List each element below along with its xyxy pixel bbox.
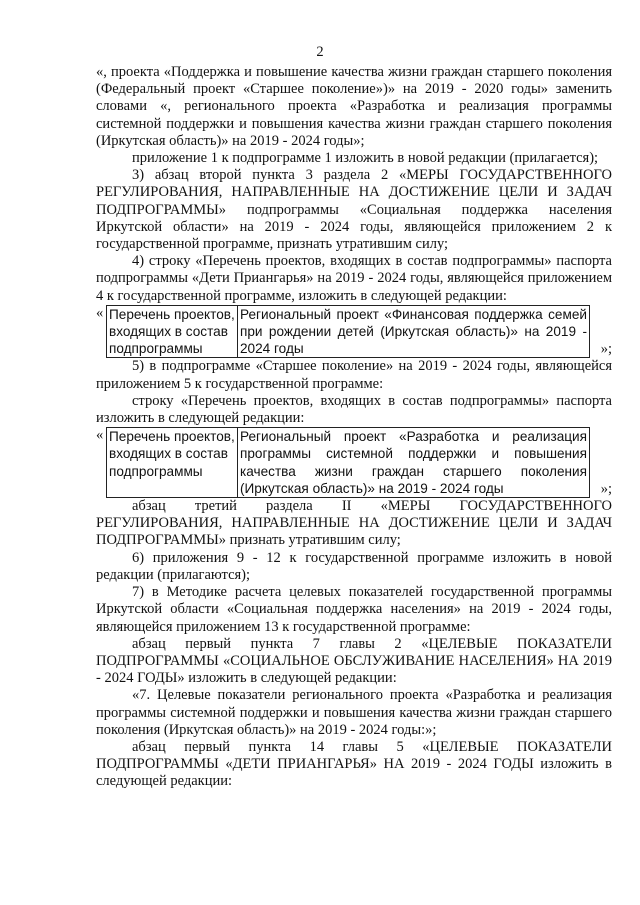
paragraph: 5) в подпрограмме «Старшее поколение» на 2019 - 2024 годы, являющейся приложением 5 к государственной программе:	[96, 358, 612, 392]
paragraph: 3) абзац второй пункта 3 раздела 2 «МЕРЫ ГОСУДАРСТВЕННОГО РЕГУЛИРОВАНИЯ, НАПРАВЛЕННЫЕ НА ДОСТИЖЕНИЕ ЦЕЛИ И ЗАДАЧ ПОДПРОГРАММЫ» подпрограммы «Социальная поддержка населения Иркутской области» на 2019 - 2024 годы, являющейся приложением 2 к государственной программе, признать утратившим силу;	[96, 167, 612, 253]
open-quote: «	[96, 304, 104, 321]
projects-table	[106, 305, 590, 359]
table-row	[107, 428, 590, 498]
projects-table	[106, 427, 590, 498]
paragraph: 7) в Методике расчета целевых показателей государственной программы Иркутской области «Социальная поддержка населения» на 2019 - 2024 годы, являющейся приложением 13 к государственной программе:	[96, 584, 612, 635]
table-cell-label: Перечень проектов, входящих в состав подпрограммы	[107, 428, 238, 498]
table-row	[107, 305, 590, 358]
document-body	[96, 64, 612, 791]
page-number: 2	[316, 44, 324, 60]
paragraph: абзац первый пункта 7 главы 2 «ЦЕЛЕВЫЕ ПОКАЗАТЕЛИ ПОДПРОГРАММЫ «СОЦИАЛЬНОЕ ОБСЛУЖИВАНИЕ НАСЕЛЕНИЯ» НА 2019 - 2024 ГОДЫ» изложить в следующей редакции:	[96, 635, 612, 687]
table-cell-label: Перечень проектов, входящих в состав подпрограммы	[107, 305, 238, 358]
amendment-table-1	[96, 305, 612, 359]
paragraph: «7. Целевые показатели регионального проекта «Разработка и реализация программы системной поддержки и повышения качества жизни граждан старшего поколения (Иркутская область)» на 2019 - 2024 годы:»;	[96, 687, 612, 738]
close-quote: »;	[600, 480, 612, 497]
open-quote: «	[96, 427, 104, 444]
paragraph: 6) приложения 9 - 12 к государственной программе изложить в новой редакции (прилагаются);	[96, 549, 612, 583]
paragraph: «, проекта «Поддержка и повышение качества жизни граждан старшего поколения (Федеральный проект «Старшее поколение»)» на 2019 - 2020 годы» заменить словами «, регионального проекта «Разработка и реализация программы системной поддержки и повышения качества жизни граждан старшего поколения (Иркутская область)» на 2019 - 2024 годы»;	[96, 64, 612, 149]
table-cell-value: Региональный проект «Финансовая поддержка семей при рождении детей (Иркутская область)» на 2019 - 2024 годы	[238, 305, 590, 358]
paragraph: 4) строку «Перечень проектов, входящих в состав подпрограммы» паспорта подпрограммы «Дети Приангарья» на 2019 - 2024 годы, являющейся приложением 4 к государственной программе, изложить в следующей редакции:	[96, 253, 612, 304]
paragraph: строку «Перечень проектов, входящих в состав подпрограммы» паспорта изложить в следующей редакции:	[96, 392, 612, 427]
paragraph: абзац первый пункта 14 главы 5 «ЦЕЛЕВЫЕ ПОКАЗАТЕЛИ ПОДПРОГРАММЫ «ДЕТИ ПРИАНГАРЬЯ» НА 2019 - 2024 ГОДЫ изложить в следующей редакции:	[96, 738, 612, 790]
amendment-table-2	[96, 427, 612, 498]
paragraph: абзац третий раздела II «МЕРЫ ГОСУДАРСТВЕННОГО РЕГУЛИРОВАНИЯ, НАПРАВЛЕННЫЕ НА ДОСТИЖЕНИЕ ЦЕЛИ И ЗАДАЧ ПОДПРОГРАММЫ» признать утратившим силу;	[96, 498, 612, 549]
paragraph: приложение 1 к подпрограмме 1 изложить в новой редакции (прилагается);	[132, 150, 599, 167]
close-quote: »;	[600, 341, 612, 358]
table-cell-value: Региональный проект «Разработка и реализация программы системной поддержки и повышения качества жизни граждан старшего поколения (Иркутская область)» на 2019 - 2024 годы	[238, 428, 590, 498]
